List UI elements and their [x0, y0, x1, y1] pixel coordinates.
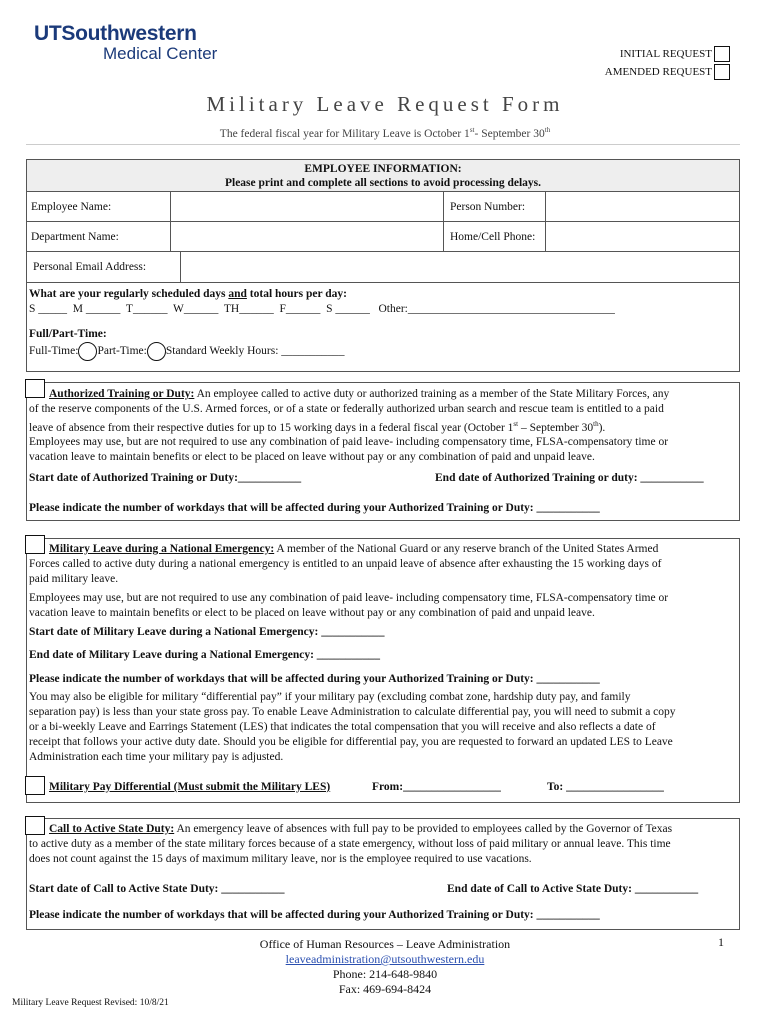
parttime-label: Part-Time: [97, 345, 147, 357]
subtitle-mid: - September 30 [474, 127, 545, 140]
revision-note: Military Leave Request Revised: 10/8/21 [12, 998, 169, 1008]
national-emergency-employees-line1: Employees may use, but are not required to use any combination of paid leave- including compensatory time, FLSA-compensatory time or [29, 592, 669, 604]
phone-label: Home/Cell Phone: [450, 231, 536, 243]
page-number: 1 [718, 935, 724, 949]
initial-request-row [620, 46, 730, 62]
pay-differential-from[interactable]: From:_________________ [372, 781, 501, 793]
differential-pay-line2: separation pay) is less than your state gross pay. To enable Leave Administration to calculate differential pay, you will need to submit a copy [29, 706, 676, 718]
employee-name-field[interactable] [170, 191, 444, 222]
employee-info-header [26, 159, 740, 192]
national-emergency-heading: Military Leave during a National Emergency: [49, 543, 275, 555]
national-emergency-checkbox[interactable] [25, 535, 45, 554]
authorized-training-employees-line2: vacation leave to maintain benefits or elect to be placed on leave without pay or any combination of paid and unpaid leave. [29, 451, 595, 463]
active-state-duty-section [26, 818, 740, 930]
amended-request-label: AMENDED REQUEST [604, 66, 712, 78]
differential-pay-line3: or a bi-weekly Leave and Earrings Statement (LES) that indicates the total compensation that you will receive and also reflects a date of [29, 721, 656, 733]
page-subtitle [0, 126, 770, 140]
email-label: Personal Email Address: [33, 261, 147, 273]
active-state-duty-start-date[interactable]: Start date of Call to Active State Duty: ___________ [29, 883, 285, 895]
person-number-cell [443, 191, 546, 222]
at-line3-post: ). [598, 421, 606, 434]
footer-office: Office of Human Resources – Leave Administration [259, 937, 511, 951]
schedule-question [29, 287, 347, 302]
authorized-training-text-line2: of the reserve components of the U.S. Armed forces, or of a state or federally authorized urban search and rescue team is entitled to a paid [29, 403, 664, 415]
parttime-radio[interactable] [147, 342, 166, 361]
phone-cell [443, 221, 546, 252]
national-emergency-section [26, 538, 740, 803]
active-state-duty-workdays[interactable]: Please indicate the number of workdays that will be affected during your Authorized Training or Duty: ___________ [29, 909, 600, 921]
header-divider [26, 144, 740, 145]
pay-differential-to[interactable]: To: _________________ [547, 781, 664, 793]
active-state-duty-checkbox[interactable] [25, 816, 45, 835]
schedule-question-and: and [228, 288, 247, 300]
weekly-hours-label: Standard Weekly Hours: ___________ [165, 345, 345, 357]
footer-fax: Fax: 469-694-8424 [338, 982, 432, 996]
authorized-training-heading: Authorized Training or Duty: [49, 388, 195, 400]
national-emergency-workdays[interactable]: Please indicate the number of workdays that will be affected during your Authorized Training or Duty: ___________ [29, 673, 600, 685]
department-name-field[interactable] [170, 221, 444, 252]
footer-email-row [0, 952, 770, 967]
at-line3-sup1: st [513, 420, 519, 428]
active-state-duty-text-line2: to active duty as a member of the state military forces because of a state emergency, without loss of paid military or annual leave. This time [29, 838, 671, 850]
active-state-duty-text-line1 [29, 822, 735, 837]
employee-info-instructions: Please print and complete all sections to avoid processing delays. [224, 177, 542, 189]
page-title: Military Leave Request Form [206, 92, 564, 116]
differential-pay-line5: Administration each time your military pay is adjusted. [29, 751, 284, 763]
active-state-duty-heading: Call to Active State Duty: [49, 823, 175, 835]
differential-pay-line1: You may also be eligible for military “differential pay” if your military pay (excluding combat zone, hardship duty pay, and family [29, 691, 631, 703]
person-number-field[interactable] [545, 191, 740, 222]
employee-info-heading: EMPLOYEE INFORMATION: [304, 163, 462, 175]
footer-phone: Phone: 214-648-9840 [332, 967, 438, 981]
authorized-training-text1: An employee called to active duty or authorized training as a member of the State Military Forces, any [194, 388, 670, 400]
department-name-label: Department Name: [31, 231, 119, 243]
authorized-training-section [26, 382, 740, 521]
subtitle-sup2: th [544, 126, 551, 134]
authorized-training-workdays[interactable]: Please indicate the number of workdays that will be affected during your Authorized Training or Duty: ___________ [29, 502, 600, 514]
active-state-duty-text1: An emergency leave of absences with full pay to be provided to employees called by the Governor of Texas [174, 823, 673, 835]
national-emergency-text-line3: paid military leave. [29, 573, 119, 585]
authorized-training-start-date[interactable]: Start date of Authorized Training or Duty:___________ [29, 472, 302, 484]
national-emergency-text1: A member of the National Guard or any reserve branch of the United States Armed [274, 543, 659, 555]
schedule-section [26, 282, 740, 372]
at-line3-sup2: th [593, 420, 599, 428]
active-state-duty-end-date[interactable]: End date of Call to Active State Duty: ___________ [447, 883, 699, 895]
phone-field[interactable] [545, 221, 740, 252]
email-field[interactable] [180, 251, 740, 283]
authorized-training-end-date[interactable]: End date of Authorized Training or duty: ___________ [435, 472, 704, 484]
initial-request-label: INITIAL REQUEST [619, 48, 712, 60]
authorized-training-checkbox[interactable] [25, 379, 45, 398]
employee-name-cell [26, 191, 171, 222]
person-number-label: Person Number: [450, 201, 526, 213]
subtitle-sup1: st [469, 126, 475, 134]
national-emergency-employees-line2: vacation leave to maintain benefits or elect to be placed on leave without pay or any combination of paid and unpaid leave. [29, 607, 595, 619]
email-cell [26, 251, 181, 283]
fulltime-row [29, 342, 345, 361]
national-emergency-end-date[interactable]: End date of Military Leave during a National Emergency: ___________ [29, 649, 381, 661]
authorized-training-text-line3 [29, 417, 605, 436]
national-emergency-text-line1 [29, 542, 735, 557]
differential-pay-line4: receipt that follows your active duty date. Should you be eligible for differential pay, you are requested to forward an updated LES to Leave [29, 736, 673, 748]
national-emergency-start-date[interactable]: Start date of Military Leave during a National Emergency: ___________ [29, 626, 385, 638]
initial-request-checkbox[interactable] [714, 46, 730, 62]
authorized-training-employees-line1: Employees may use, but are not required to use any combination of paid leave- including compensatory time, FLSA-compensatory time or [29, 436, 669, 448]
authorized-training-text-line1 [29, 387, 735, 402]
logo-ut-southwestern: UTSouthwestern [34, 22, 197, 45]
active-state-duty-text-line3: does not count against the 15 days of maximum military leave, nor is the employee required to use vacations. [29, 853, 532, 865]
national-emergency-text-line2: Forces called to active duty during a national emergency is entitled to an unpaid leave of absence after exhausting the 15 working days of [29, 558, 662, 570]
schedule-line[interactable]: S _____ M ______ T______ W______ TH______ F______ S ______ Other:____________________________________ [29, 303, 615, 315]
employee-name-label: Employee Name: [31, 201, 112, 213]
logo-medical-center: Medical Center [103, 44, 218, 63]
fulltime-radio[interactable] [78, 342, 97, 361]
military-pay-differential-label: Military Pay Differential (Must submit the Military LES) [49, 781, 331, 793]
amended-request-checkbox[interactable] [714, 64, 730, 80]
at-line3-pre: leave of absence from their respective duties for up to 15 working days in a federal fiscal year (October 1 [29, 421, 514, 434]
schedule-question-pre: What are your regularly scheduled days [29, 288, 229, 300]
military-pay-differential-checkbox[interactable] [25, 776, 45, 795]
subtitle-pre: The federal fiscal year for Military Leave is October 1 [219, 127, 470, 140]
footer-email-link[interactable]: leaveadministration@utsouthwestern.edu [285, 952, 485, 966]
schedule-question-post: total hours per day: [246, 288, 348, 300]
at-line3-mid: – September 30 [518, 421, 594, 434]
fulltime-heading: Full/Part-Time: [29, 328, 107, 340]
department-name-cell [26, 221, 171, 252]
amended-request-row [605, 64, 730, 80]
fulltime-label: Full-Time: [29, 345, 79, 357]
